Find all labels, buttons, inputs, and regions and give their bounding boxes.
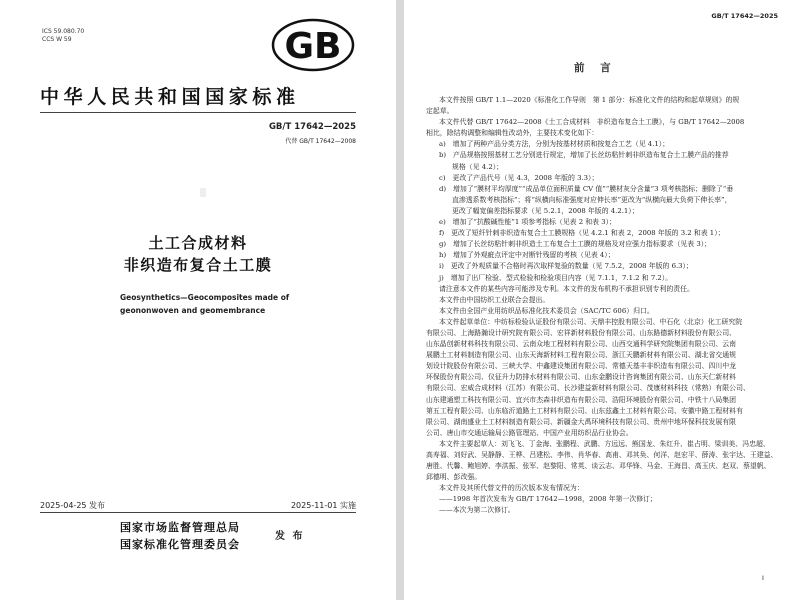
publish-label: 发 布 — [275, 531, 305, 542]
foreword-line: 直渗透系数考核指标”；将“纵横向标准强度对应伸长率”更改为“纵横向最大负荷下伸长率”， — [452, 195, 732, 204]
foreword-line: 本文件按照 GB/T 1.1—2020《标准化工作导则 第 1 部分：标准化文件的结构和起草规则》的规 — [439, 96, 740, 104]
foreword-line: g) 增加了长丝纺粘针刺非织造土工布复合土工膜的规格及对应强力指标要求（见表 3）； — [439, 240, 712, 249]
title-cn-line2: 非织造布复合土工膜 — [123, 256, 273, 274]
foreword-line: ——1998 年首次发布为 GB/T 17642—1998，2008 年第一次修订； — [439, 495, 657, 504]
foreword-line: ——本次为第二次修订。 — [439, 506, 515, 515]
title-cn-line1: 土工合成材料 — [148, 234, 248, 252]
title-en-line2: geononwoven and geomembrance — [120, 306, 266, 315]
foreword-line: 本文件由全国产业用纺织品标准化技术委员会（SAC/TC 606）归口。 — [439, 306, 654, 315]
foreword-line: 本文件代替 GB/T 17642—2008《土工合成材料 非织造布复合土工膜》，与 GB/T 17642—2008 — [439, 118, 745, 127]
standard-number: GB/T 17642—2025 — [268, 122, 356, 132]
ccs-code: CCS W 59 — [42, 36, 72, 43]
foreword-line: h) 增加了外观疵点评定中对断针残留的考核（见表 4）； — [439, 251, 615, 260]
foreword-line: 本文件主要起草人：刘飞飞、丁金海、张鹏程、武鹏、方远远、熊国龙、朱红升、崔占明、梁训美、冯忠超、 — [439, 439, 770, 448]
authority-line2: 国家标准化管理委员会 — [120, 538, 240, 551]
implement-date: 2025-11-01 实施 — [290, 501, 356, 510]
foreword-line: j) 增加了出厂检验、型式检验和检验项目内容（见 7.1.1，7.1.2 和 7.2）。 — [439, 273, 673, 282]
foreword-line: 相比，除结构调整和编辑性改动外，主要技术变化如下： — [426, 129, 599, 138]
page-number: I — [762, 574, 764, 582]
foreword-line: 划设计院股份有限公司、三峡大学、中鑫建设集团有限公司、常德天基丰非织造布有限公司、四川中龙 — [426, 362, 737, 371]
placeholder-mark — [200, 188, 206, 197]
foreword-line: 更改了幅宽偏差指标要求（见 5.2.1，2008 年版的 4.2.1）； — [452, 206, 639, 215]
replaces-standard: 代替 GB/T 17642—2008 — [285, 138, 356, 145]
foreword-line: 本文件起草单位：中纺标检验认证股份有限公司、天鼎丰控股有限公司、中石化（北京）化工研究院 — [439, 317, 743, 326]
foreword-line: e) 增加了“抗酸碱性能”1 项参考指标（见表 2 和表 3）； — [439, 218, 616, 227]
issue-date: 2025-04-25 发布 — [40, 501, 106, 510]
foreword-line: 山东晶创新材料科技有限公司、云南众地工程材料有限公司、山西交通科学研究院集团有限公司、云南 — [426, 340, 737, 349]
gb-logo-icon — [271, 18, 355, 72]
gb-logo-text: GB — [284, 26, 342, 67]
foreword-line: i) 更改了外观质量不合格时再次取样复验的数量（见 7.5.2，2008 年版的 6.3）； — [439, 262, 693, 271]
cover-page — [0, 0, 396, 600]
foreword-line: d) 增加了“膜材平均厚度”“成品单位面积质量 CV 值”“膜材灰分含量”3 项考核指标；删除了“垂 — [439, 184, 734, 193]
foreword-line: 限公司、湖南盛业土工材料制造有限公司、新疆金大禹环境科技有限公司、贵州中地环保科技发展有限 — [426, 417, 737, 426]
foreword-line: 高寿福、刘好武、吴静静、王桦、吕建松、李伟、肖华春、高甫、邓其奂、何洋、赵宏平、薛涛、张宇达、王建益、 — [426, 451, 778, 459]
divider-bottom — [40, 512, 356, 513]
foreword-line: b) 产品规格按照基材工艺分别进行规定，增加了长丝纺粘针刺非织造布复合土工膜产品的推荐 — [439, 151, 729, 160]
page-header-standard-number: GB/T 17642—2025 — [711, 12, 778, 20]
national-standard-heading: 中华人民共和国国家标准 — [40, 86, 300, 108]
foreword-line: 公司、唐山市交通运输局公路管理站、中国产业用纺织品行业协会。 — [426, 428, 633, 437]
title-en-line1: Geosynthetics—Geocomposites made of — [120, 293, 290, 302]
foreword-line: a) 增加了两种产品分类方法，分别为按基材材质和按复合工艺（见 4.1）； — [439, 140, 670, 149]
foreword-body — [426, 95, 780, 517]
foreword-line: c) 更改了产品代号（见 4.3，2008 年版的 3.3）； — [439, 173, 599, 182]
foreword-line: 唐胜、代馨、鲍旭婷、李洪振、张军、赵黎阳、常英、谈云志、邓华锋、马金、王海昌、高玉庆、赵双、蔡望帆、 — [426, 462, 771, 471]
ics-code: ICS 59.080.70 — [42, 28, 85, 35]
foreword-line: 第五工程有限公司、山东临沂道路土工材料有限公司、山东兹鑫土工材料有限公司、安徽中路工程材料有 — [426, 406, 743, 415]
foreword-line: 邱德明、彭改强。 — [426, 473, 482, 482]
foreword-line: 有限公司、宏威合成材料（江苏）有限公司、长沙建益新材料有限公司、茂康材料科技（常熟）有限公司、 — [426, 384, 750, 393]
foreword-line: 有限公司、上海路瀚设计研究院有限公司、宏祥新材料股份有限公司、山东路德新材料股份有限公司、 — [426, 328, 737, 337]
foreword-line: 请注意本文件的某些内容可能涉及专利。本文件的发布机构不承担识别专利的责任。 — [439, 284, 694, 293]
foreword-line: f) 更改了短纤针刺非织造布复合土工膜规格（见 4.2.1 和表 2，2008 年版的 3.2 和表 1）； — [439, 229, 725, 238]
foreword-line: 展鹏土工材料制造有限公司、山东天海新材料工程有限公司、浙江天鹏新材料有限公司、湖北省交通规 — [426, 351, 737, 360]
foreword-line: 本文件及其所代替文件的历次版本发布情况为： — [439, 484, 584, 493]
foreword-title: 前 言 — [574, 62, 617, 74]
divider-top — [40, 112, 356, 113]
foreword-line: 环保股份有限公司、仪征升力防排水材料有限公司、山东金鹏设计咨询集团有限公司、山东天仁新材料 — [426, 373, 737, 382]
foreword-page — [404, 0, 800, 600]
foreword-line: 规格（见 4.2）； — [452, 162, 504, 171]
foreword-line: 山东建通塑工科技有限公司、宜兴市杰森非织造布有限公司、浩阳环境股份有限公司、中铁十八局集团 — [426, 395, 737, 404]
authority-line1: 国家市场监督管理总局 — [120, 521, 240, 534]
foreword-line: 定起草。 — [426, 107, 454, 116]
foreword-line: 本文件由中国纺织工业联合会提出。 — [439, 295, 550, 304]
